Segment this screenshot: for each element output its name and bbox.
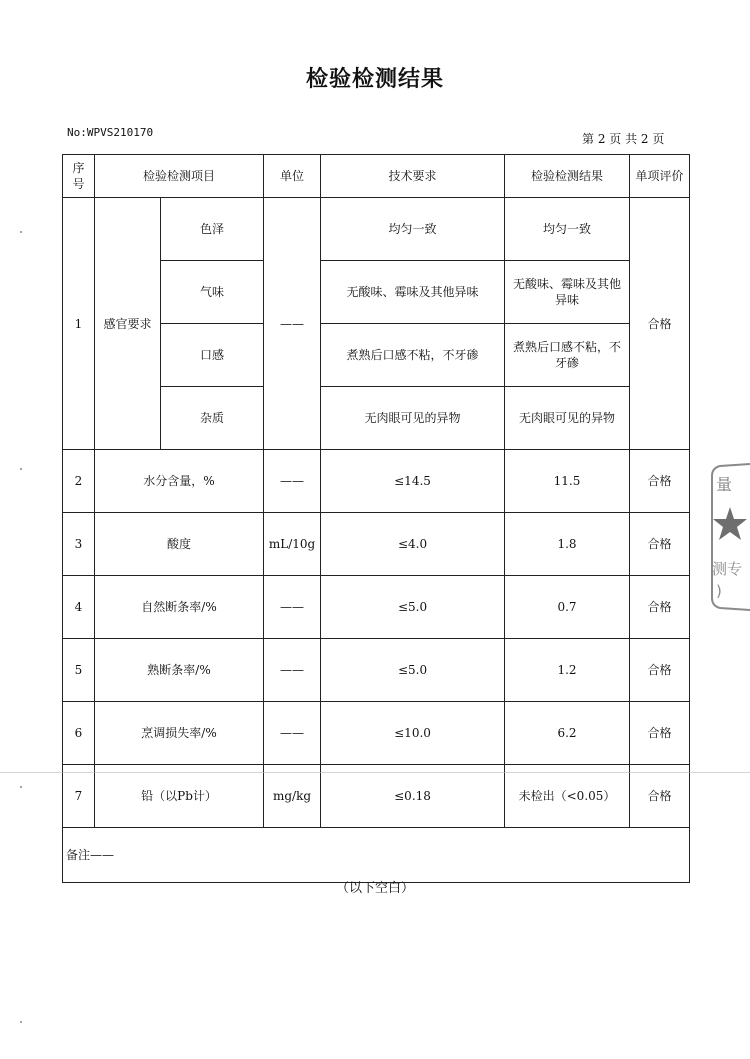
- col-header-requirement: 技术要求: [321, 155, 505, 198]
- col-header-result: 检验检测结果: [505, 155, 630, 198]
- table-row: [63, 450, 690, 513]
- row-result: 煮熟后口感不粘，不牙碜: [505, 324, 630, 387]
- row-no: 3: [63, 513, 95, 576]
- results-table: [62, 154, 690, 883]
- row-requirement: ≤4.0: [321, 513, 505, 576]
- row-result: 无酸味、霉味及其他异味: [505, 261, 630, 324]
- remarks-value: ——: [90, 848, 115, 862]
- row-evaluation: 合格: [630, 450, 690, 513]
- row-evaluation: 合格: [630, 576, 690, 639]
- sub-item-name: 口感: [161, 324, 264, 387]
- row-no: 7: [63, 765, 95, 828]
- col-header-unit: 单位: [264, 155, 321, 198]
- col-header-evaluation: 单项评价: [630, 155, 690, 198]
- row-item: 烹调损失率/%: [95, 702, 264, 765]
- table-header-row: [63, 155, 690, 198]
- row-evaluation: 合格: [630, 702, 690, 765]
- row-requirement: 煮熟后口感不粘，不牙碜: [321, 324, 505, 387]
- row-evaluation: 合格: [630, 765, 690, 828]
- remarks-cell: [63, 828, 690, 883]
- sub-item-name: 色泽: [161, 198, 264, 261]
- row-unit: ——: [264, 450, 321, 513]
- row-requirement: 均匀一致: [321, 198, 505, 261]
- scan-dot: [20, 231, 22, 233]
- row-item: 熟断条率/%: [95, 639, 264, 702]
- row-requirement: 无酸味、霉味及其他异味: [321, 261, 505, 324]
- row-unit: ——: [264, 198, 321, 450]
- row-no: 5: [63, 639, 95, 702]
- row-requirement: ≤10.0: [321, 702, 505, 765]
- table-row: [63, 513, 690, 576]
- remarks-label: 备注: [66, 848, 91, 862]
- page-title: 检验检测结果: [305, 67, 444, 92]
- scan-artifact-line: [0, 772, 750, 773]
- sub-item-name: 杂质: [161, 387, 264, 450]
- page-indicator: 第 2 页 共 2 页: [582, 132, 665, 146]
- remarks-row: [63, 828, 690, 883]
- report-number: No:WPVS210170: [67, 126, 154, 139]
- row-result: 11.5: [505, 450, 630, 513]
- scan-dot: [20, 786, 22, 788]
- row-requirement: ≤14.5: [321, 450, 505, 513]
- row-unit: ——: [264, 576, 321, 639]
- row-requirement: ≤0.18: [321, 765, 505, 828]
- col-header-item: 检验检测项目: [95, 155, 264, 198]
- row-requirement: ≤5.0: [321, 576, 505, 639]
- row-result: 1.8: [505, 513, 630, 576]
- table-row: [63, 639, 690, 702]
- table-row: [63, 576, 690, 639]
- row-result: 6.2: [505, 702, 630, 765]
- row-evaluation: 合格: [630, 639, 690, 702]
- table-row: [63, 765, 690, 828]
- row-no: 6: [63, 702, 95, 765]
- svg-text:量: 量: [716, 475, 733, 494]
- row-unit: mg/kg: [264, 765, 321, 828]
- row-item: 酸度: [95, 513, 264, 576]
- svg-text:测专: 测专: [712, 560, 743, 578]
- row-item: 铅（以Pb计）: [95, 765, 264, 828]
- table-row: [63, 198, 690, 261]
- table-row: [63, 702, 690, 765]
- row-no: 1: [63, 198, 95, 450]
- sub-item-name: 气味: [161, 261, 264, 324]
- row-result: 0.7: [505, 576, 630, 639]
- end-blank-note: （以下空白）: [335, 881, 414, 896]
- row-unit: ——: [264, 639, 321, 702]
- sensory-category: 感官要求: [95, 198, 161, 450]
- partial-seal-stamp: [706, 462, 750, 612]
- row-no: 4: [63, 576, 95, 639]
- scan-dot: [20, 1021, 22, 1023]
- svg-text:): ): [716, 582, 722, 600]
- scan-dot: [20, 468, 22, 470]
- row-result: 均匀一致: [505, 198, 630, 261]
- row-evaluation: 合格: [630, 198, 690, 450]
- row-unit: ——: [264, 702, 321, 765]
- row-result: 未检出（<0.05）: [505, 765, 630, 828]
- row-requirement: 无肉眼可见的异物: [321, 387, 505, 450]
- row-result: 1.2: [505, 639, 630, 702]
- row-unit: mL/10g: [264, 513, 321, 576]
- row-item: 水分含量，%: [95, 450, 264, 513]
- row-result: 无肉眼可见的异物: [505, 387, 630, 450]
- row-evaluation: 合格: [630, 513, 690, 576]
- row-item: 自然断条率/%: [95, 576, 264, 639]
- row-no: 2: [63, 450, 95, 513]
- col-header-no: 序号: [63, 155, 95, 198]
- row-requirement: ≤5.0: [321, 639, 505, 702]
